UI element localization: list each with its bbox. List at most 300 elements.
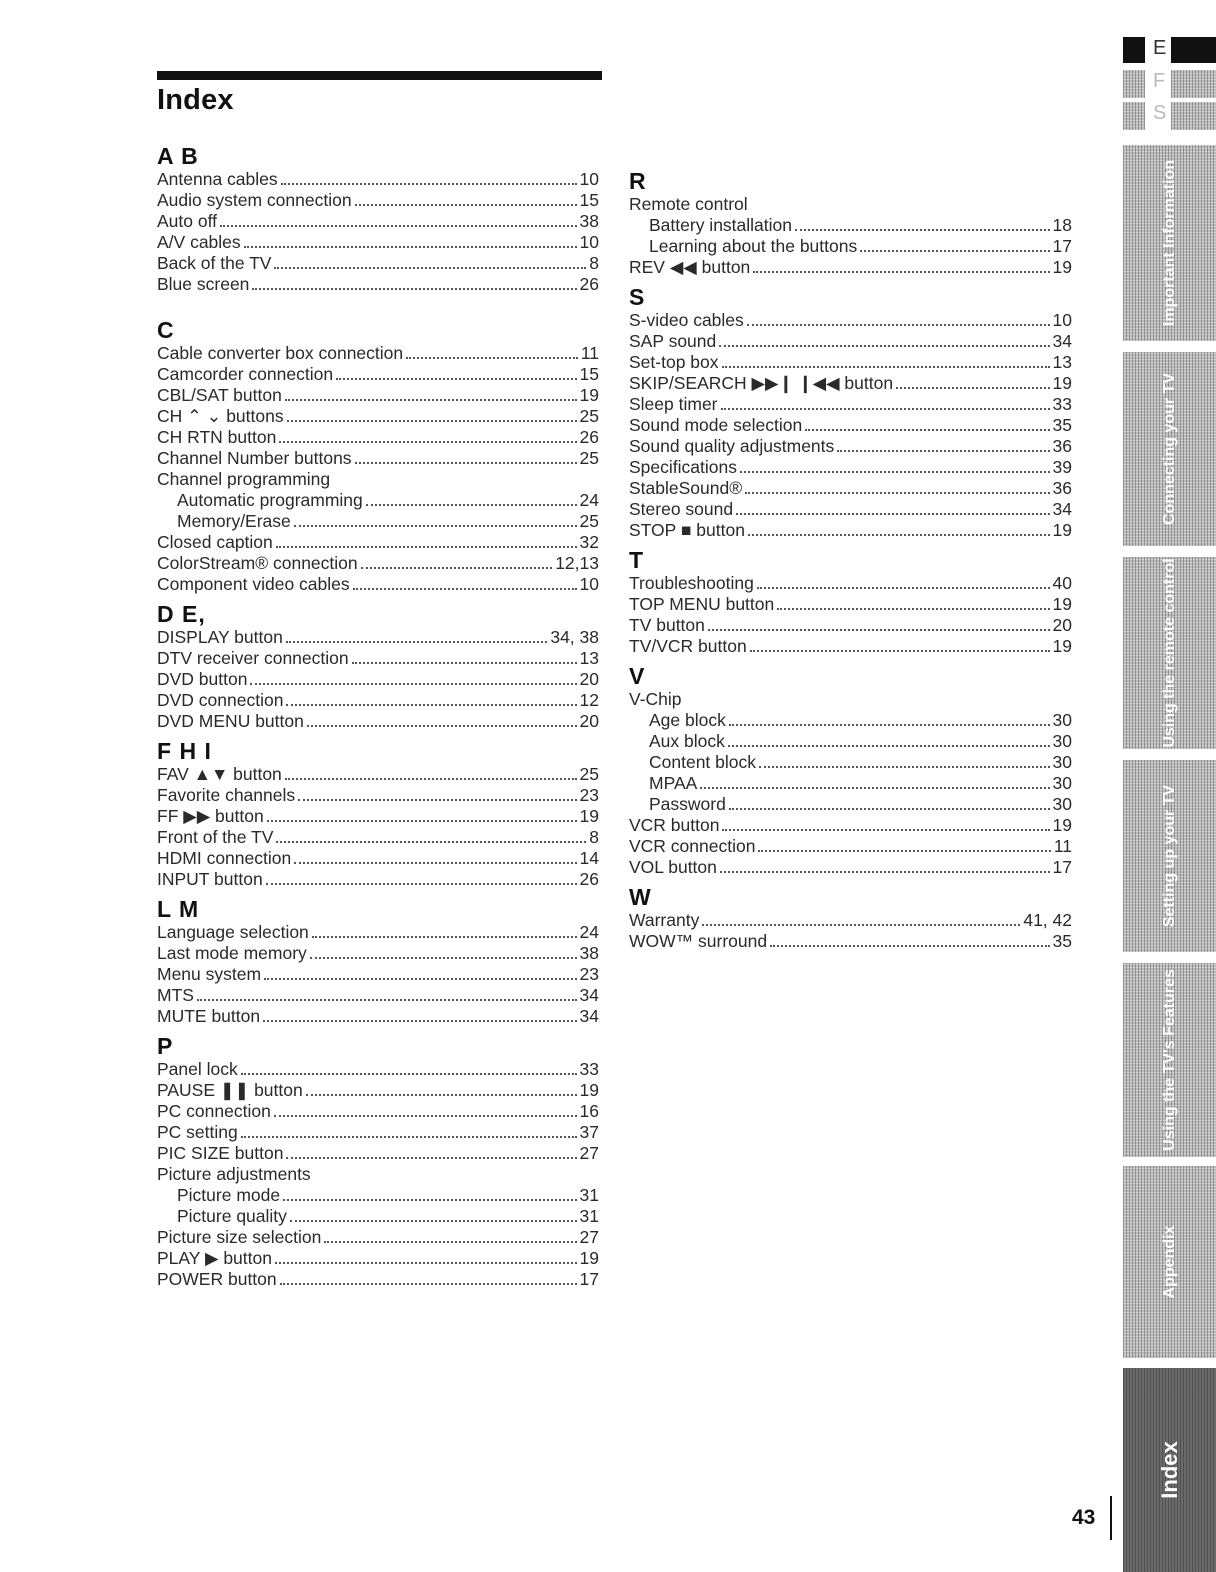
index-entry: [157, 385, 599, 406]
index-entry: [157, 253, 599, 274]
index-entry: [157, 211, 599, 232]
tab-using-remote-control[interactable]: [1123, 557, 1216, 749]
entry-page: 35: [1052, 415, 1072, 435]
entry-term: Aux block: [649, 731, 725, 751]
index-entry: [157, 711, 599, 732]
index-entry: [157, 364, 599, 385]
dot-leader: [197, 999, 577, 1001]
entry-term: Front of the TV: [157, 827, 274, 847]
dot-leader: [307, 725, 577, 727]
entry-term: VCR connection: [629, 836, 756, 856]
index-entry: [157, 1122, 599, 1143]
entry-page: 25: [579, 448, 599, 468]
dot-leader: [736, 513, 1049, 515]
index-entry: [157, 1164, 599, 1185]
entry-term: Sound mode selection: [629, 415, 803, 435]
entry-term: Warranty: [629, 910, 700, 930]
index-entry: [629, 457, 1072, 478]
entry-page: 8: [589, 827, 599, 847]
entry-term: WOW™ surround: [629, 931, 768, 951]
section-heading-a-b: A B: [157, 143, 199, 169]
dot-leader: [244, 246, 577, 248]
dot-leader: [290, 1220, 577, 1222]
section-heading-w: W: [629, 884, 652, 910]
entry-term: DVD button: [157, 669, 248, 689]
dot-leader: [306, 1094, 577, 1096]
dot-leader: [795, 229, 1050, 231]
dot-leader: [747, 324, 1050, 326]
entry-term: Language selection: [157, 922, 309, 942]
index-entry: [629, 478, 1072, 499]
entry-term: Back of the TV: [157, 253, 272, 273]
dot-leader: [286, 1157, 576, 1159]
entry-page: 34, 38: [550, 627, 599, 647]
index-entry: [157, 1248, 599, 1269]
index-entry: [157, 1080, 599, 1101]
dot-leader: [287, 420, 577, 422]
entry-page: 19: [1052, 520, 1072, 540]
entry-page: 24: [579, 490, 599, 510]
index-entry: [629, 910, 1072, 931]
entry-term: V-Chip: [629, 689, 682, 709]
entry-page: 19: [579, 1080, 599, 1100]
entry-term: DVD MENU button: [157, 711, 304, 731]
index-entry: [629, 710, 1072, 731]
tab-label: Appendix: [1160, 1225, 1178, 1299]
section-heading-r: R: [629, 168, 647, 194]
entry-page: 20: [1052, 615, 1072, 635]
index-entry: [629, 436, 1072, 457]
dot-leader: [286, 641, 548, 643]
tab-label: Using the remote control: [1160, 558, 1178, 748]
index-entry: [629, 373, 1072, 394]
entry-page: 34: [579, 985, 599, 1005]
index-entry: [629, 310, 1072, 331]
dot-leader: [294, 525, 577, 527]
entry-page: 34: [579, 1006, 599, 1026]
dot-leader: [283, 1199, 576, 1201]
index-entry: [157, 427, 599, 448]
entry-page: 24: [579, 922, 599, 942]
index-entry: [629, 636, 1072, 657]
dot-leader: [758, 850, 1050, 852]
entry-page: 8: [589, 253, 599, 273]
entry-term: TV button: [629, 615, 705, 635]
index-entry: [629, 615, 1072, 636]
index-entry: [629, 752, 1072, 773]
entry-page: 20: [579, 669, 599, 689]
entry-page: 10: [579, 232, 599, 252]
entry-term: Stereo sound: [629, 499, 734, 519]
section-heading-p: P: [157, 1033, 174, 1059]
index-entry: [629, 857, 1072, 878]
dot-leader: [745, 492, 1049, 494]
entry-term: MUTE button: [157, 1006, 261, 1026]
tab-appendix[interactable]: [1123, 1166, 1216, 1358]
index-entry: [629, 194, 1072, 215]
entry-term: Blue screen: [157, 274, 250, 294]
dot-leader: [353, 588, 577, 590]
index-entry: [629, 520, 1072, 541]
dot-leader: [276, 546, 577, 548]
entry-page: 26: [579, 274, 599, 294]
entry-term: PLAY ▶ button: [157, 1248, 272, 1268]
entry-page: 19: [1052, 594, 1072, 614]
page-number: 43: [1072, 1506, 1096, 1529]
entry-term: Battery installation: [649, 215, 792, 235]
entry-term: DVD connection: [157, 690, 284, 710]
entry-page: 30: [1052, 731, 1072, 751]
entry-term: Memory/Erase: [177, 511, 291, 531]
index-entry: [157, 406, 599, 427]
entry-term: FAV ▲▼ button: [157, 764, 282, 784]
entry-term: Content block: [649, 752, 757, 772]
dot-leader: [896, 387, 1049, 389]
entry-page: 11: [580, 343, 599, 363]
section-heading-v: V: [629, 663, 646, 689]
index-entry: [629, 215, 1072, 236]
dot-leader: [285, 399, 577, 401]
index-entry: [157, 574, 599, 595]
tab-important-information[interactable]: [1123, 145, 1216, 341]
dot-leader: [361, 567, 553, 569]
entry-term: Closed caption: [157, 532, 273, 552]
entry-page: 31: [579, 1185, 599, 1205]
entry-page: 14: [579, 848, 599, 868]
entry-page: 27: [579, 1227, 599, 1247]
index-entry: [629, 499, 1072, 520]
index-entry: [157, 869, 599, 890]
entry-term: DTV receiver connection: [157, 648, 349, 668]
index-entry: [157, 1269, 599, 1290]
tab-index[interactable]: [1123, 1368, 1216, 1572]
entry-term: MTS: [157, 985, 194, 1005]
dot-leader: [708, 629, 1050, 631]
dot-leader: [719, 345, 1049, 347]
section-heading-s: S: [629, 284, 646, 310]
dot-leader: [281, 183, 577, 185]
entry-page: 17: [579, 1269, 599, 1289]
dot-leader: [750, 650, 1050, 652]
index-entry: [629, 689, 1072, 710]
dot-leader: [298, 799, 576, 801]
index-column-left: [157, 143, 599, 1290]
entry-page: 17: [1052, 857, 1072, 877]
dot-leader: [275, 1262, 577, 1264]
dot-leader: [729, 724, 1050, 726]
index-entry: [157, 764, 599, 785]
language-f-label: F: [1153, 70, 1166, 92]
dot-leader: [355, 462, 577, 464]
index-entry: [157, 1006, 599, 1027]
dot-leader: [294, 862, 576, 864]
tab-using-tv-features[interactable]: [1123, 963, 1216, 1157]
entry-term: Remote control: [629, 194, 748, 214]
language-marker-left: [1123, 37, 1145, 63]
entry-term: Favorite channels: [157, 785, 296, 805]
title-rule: [157, 71, 602, 80]
tab-label: Important Information: [1160, 159, 1178, 327]
dot-leader: [285, 778, 577, 780]
dot-leader: [702, 924, 1020, 926]
entry-page: 13: [1052, 352, 1072, 372]
language-e-label: E: [1153, 37, 1167, 59]
dot-leader: [722, 366, 1050, 368]
entry-term: CBL/SAT button: [157, 385, 282, 405]
entry-term: PIC SIZE button: [157, 1143, 284, 1163]
dot-leader: [274, 267, 586, 269]
entry-page: 41, 42: [1023, 910, 1072, 930]
entry-term: Panel lock: [157, 1059, 238, 1079]
entry-page: 10: [579, 169, 599, 189]
dot-leader: [263, 1020, 576, 1022]
entry-page: 34: [1052, 499, 1072, 519]
entry-page: 30: [1052, 752, 1072, 772]
entry-page: 38: [579, 943, 599, 963]
entry-term: VOL button: [629, 857, 717, 877]
entry-term: Antenna cables: [157, 169, 278, 189]
dot-leader: [740, 471, 1050, 473]
entry-term: DISPLAY button: [157, 627, 283, 647]
index-entry: [157, 1185, 599, 1206]
entry-page: 40: [1052, 573, 1072, 593]
dot-leader: [720, 871, 1050, 873]
dot-leader: [264, 978, 576, 980]
entry-term: STOP ■ button: [629, 520, 745, 540]
entry-page: 30: [1052, 710, 1072, 730]
entry-page: 15: [579, 364, 599, 384]
entry-page: 19: [1052, 636, 1072, 656]
entry-term: Menu system: [157, 964, 262, 984]
index-entry: [157, 806, 599, 827]
entry-term: Picture quality: [177, 1206, 287, 1226]
entry-page: 33: [579, 1059, 599, 1079]
dot-leader: [753, 271, 1049, 273]
entry-page: 30: [1052, 794, 1072, 814]
index-entry: [157, 553, 599, 574]
entry-term: Sleep timer: [629, 394, 718, 414]
index-entry: [629, 415, 1072, 436]
dot-leader: [722, 829, 1049, 831]
section-heading-t: T: [629, 547, 645, 573]
index-entry: [157, 922, 599, 943]
entry-page: 13: [579, 648, 599, 668]
index-entry: [157, 448, 599, 469]
index-entry: [157, 827, 599, 848]
entry-page: 32: [579, 532, 599, 552]
tab-setting-up-your-tv[interactable]: [1123, 760, 1216, 952]
entry-page: 25: [579, 406, 599, 426]
dot-leader: [728, 745, 1050, 747]
entry-page: 19: [1052, 257, 1072, 277]
entry-page: 16: [579, 1101, 599, 1121]
entry-term: Learning about the buttons: [649, 236, 858, 256]
index-entry: [629, 594, 1072, 615]
entry-term: Specifications: [629, 457, 737, 477]
entry-page: 19: [1052, 373, 1072, 393]
entry-term: A/V cables: [157, 232, 241, 252]
entry-page: 17: [1052, 236, 1072, 256]
index-entry: [157, 648, 599, 669]
language-selector-e: [1123, 37, 1216, 63]
entry-page: 19: [1052, 815, 1072, 835]
entry-term: Component video cables: [157, 574, 350, 594]
entry-page: 15: [579, 190, 599, 210]
index-entry: [629, 773, 1072, 794]
section-heading-d-e: D E,: [157, 601, 206, 627]
entry-term: Automatic programming: [177, 490, 363, 510]
entry-page: 26: [579, 869, 599, 889]
entry-term: Last mode memory: [157, 943, 307, 963]
tab-label: Setting up your TV: [1160, 784, 1178, 928]
entry-page: 23: [579, 964, 599, 984]
entry-term: PC setting: [157, 1122, 238, 1142]
index-entry: [629, 573, 1072, 594]
entry-term: MPAA: [649, 773, 698, 793]
index-entry: [157, 469, 599, 490]
index-entry: [157, 274, 599, 295]
index-entry: [629, 257, 1072, 278]
entry-term: Sound quality adjustments: [629, 436, 835, 456]
index-entry: [157, 1143, 599, 1164]
entry-page: 26: [579, 427, 599, 447]
entry-term: Age block: [649, 710, 726, 730]
entry-term: TV/VCR button: [629, 636, 747, 656]
section-heading-c: C: [157, 317, 175, 343]
dot-leader: [805, 429, 1049, 431]
index-entry: [157, 232, 599, 253]
index-entry: [157, 532, 599, 553]
entry-term: Password: [649, 794, 726, 814]
dot-leader: [279, 441, 576, 443]
index-entry: [157, 785, 599, 806]
dot-leader: [352, 662, 577, 664]
dot-leader: [759, 766, 1050, 768]
entry-term: FF ▶▶ button: [157, 806, 264, 826]
index-entry: [157, 1227, 599, 1248]
index-entry: [157, 511, 599, 532]
dot-leader: [770, 945, 1049, 947]
entry-term: PC connection: [157, 1101, 271, 1121]
entry-page: 18: [1052, 215, 1072, 235]
entry-page: 38: [579, 211, 599, 231]
entry-page: 12,13: [555, 553, 599, 573]
section-heading-f-h-i: F H I: [157, 738, 212, 764]
index-entry: [157, 848, 599, 869]
entry-term: SKIP/SEARCH ▶▶❙ ❙◀◀ button: [629, 373, 894, 393]
dot-leader: [312, 936, 577, 938]
tab-label: Connecting your TV: [1160, 373, 1178, 525]
entry-page: 25: [579, 511, 599, 531]
index-entry: [157, 343, 599, 364]
index-entry: [157, 490, 599, 511]
entry-page: 37: [579, 1122, 599, 1142]
entry-term: Picture adjustments: [157, 1164, 311, 1184]
dot-leader: [252, 288, 576, 290]
entry-term: Cable converter box connection: [157, 343, 404, 363]
dot-leader: [757, 587, 1050, 589]
dot-leader: [286, 704, 576, 706]
index-entry: [629, 731, 1072, 752]
entry-term: Troubleshooting: [629, 573, 754, 593]
index-entry: [629, 236, 1072, 257]
entry-page: 12: [579, 690, 599, 710]
entry-term: CH ⌃ ⌄ buttons: [157, 406, 284, 426]
entry-term: ColorStream® connection: [157, 553, 358, 573]
index-entry: [157, 169, 599, 190]
index-entry: [629, 836, 1072, 857]
entry-term: CH RTN button: [157, 427, 277, 447]
index-entry: [157, 964, 599, 985]
dot-leader: [406, 357, 578, 359]
entry-term: POWER button: [157, 1269, 277, 1289]
entry-term: Picture mode: [177, 1185, 281, 1205]
tab-connecting-your-tv[interactable]: [1123, 352, 1216, 546]
index-entry: [629, 815, 1072, 836]
dot-leader: [280, 1283, 577, 1285]
dot-leader: [267, 820, 577, 822]
entry-term: Channel programming: [157, 469, 331, 489]
entry-page: 33: [1052, 394, 1072, 414]
language-selector-f: [1123, 70, 1216, 100]
language-selector-s: [1123, 102, 1216, 132]
entry-term: S-video cables: [629, 310, 744, 330]
dot-leader: [366, 504, 577, 506]
entry-page: 35: [1052, 931, 1072, 951]
side-tab-bar: [1123, 0, 1216, 1572]
index-column-right: [629, 168, 1072, 952]
dot-leader: [274, 1115, 577, 1117]
index-entry: [629, 331, 1072, 352]
index-entry: [629, 794, 1072, 815]
dot-leader: [241, 1073, 577, 1075]
index-entry: [629, 352, 1072, 373]
entry-page: 10: [579, 574, 599, 594]
entry-term: HDMI connection: [157, 848, 292, 868]
language-marker-right: [1171, 37, 1216, 63]
entry-page: 30: [1052, 773, 1072, 793]
entry-term: INPUT button: [157, 869, 263, 889]
dot-leader: [777, 608, 1049, 610]
index-entry: [157, 669, 599, 690]
index-entry: [629, 931, 1072, 952]
entry-term: Auto off: [157, 211, 218, 231]
index-entry: [157, 627, 599, 648]
entry-term: Picture size selection: [157, 1227, 322, 1247]
entry-term: SAP sound: [629, 331, 717, 351]
section-heading-l-m: L M: [157, 896, 200, 922]
entry-page: 39: [1052, 457, 1072, 477]
entry-page: 20: [579, 711, 599, 731]
dot-leader: [837, 450, 1049, 452]
entry-term: REV ◀◀ button: [629, 257, 751, 277]
index-entry: [157, 1206, 599, 1227]
dot-leader: [729, 808, 1050, 810]
entry-page: 34: [1052, 331, 1072, 351]
entry-page: 23: [579, 785, 599, 805]
entry-page: 36: [1052, 436, 1072, 456]
dot-leader: [241, 1136, 577, 1138]
entry-page: 19: [579, 1248, 599, 1268]
index-entry: [157, 690, 599, 711]
entry-term: Camcorder connection: [157, 364, 334, 384]
entry-page: 27: [579, 1143, 599, 1163]
dot-leader: [748, 534, 1050, 536]
dot-leader: [700, 787, 1049, 789]
tab-label: Using the TV's Features: [1160, 969, 1178, 1151]
dot-leader: [276, 841, 586, 843]
index-entry: [157, 1059, 599, 1080]
